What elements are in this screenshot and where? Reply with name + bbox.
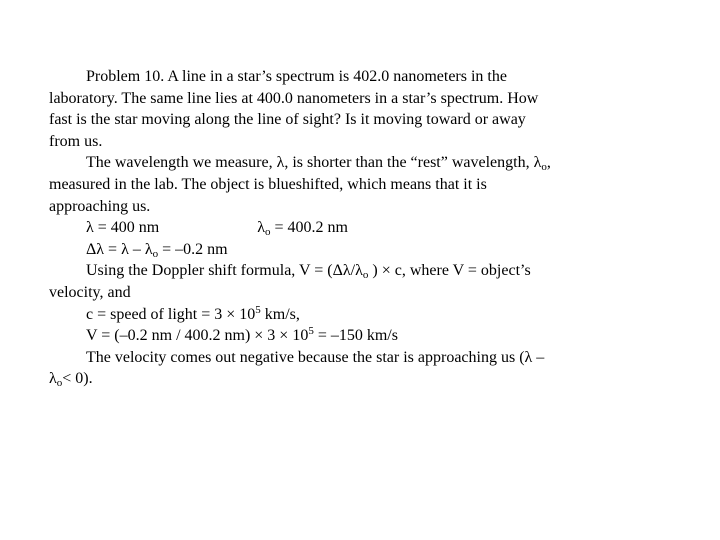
explanation-line-2: measured in the lab. The object is blueshifted, which means that it is bbox=[49, 175, 487, 193]
conclusion-line-2 bbox=[49, 368, 609, 390]
explanation-text: , bbox=[546, 154, 551, 172]
doppler-text: Using the Doppler shift formula, V = (Δλ/λ bbox=[86, 262, 363, 280]
conclusion-text: < 0). bbox=[62, 370, 93, 388]
explanation-text: The wavelength we measure, λ, is shorter than the “rest” wavelength, λ bbox=[86, 154, 542, 172]
explanation-line-1 bbox=[49, 152, 609, 174]
doppler-line-1 bbox=[49, 260, 609, 282]
delta-lambda-line bbox=[49, 239, 609, 261]
lambda-symbol: λ bbox=[49, 370, 57, 388]
speed-of-light-text: c = speed of light = 3 × 10 bbox=[86, 305, 256, 323]
exponent: 5 bbox=[255, 303, 261, 316]
subscript-o: o bbox=[56, 377, 63, 390]
problem-line-3: fast is the star moving along the line of sight? Is it moving toward or away bbox=[49, 111, 526, 129]
speed-of-light-line bbox=[49, 304, 609, 326]
problem-line-1: Problem 10. A line in a star’s spectrum is 402.0 nanometers in the bbox=[86, 68, 507, 85]
subscript-o: o bbox=[265, 226, 271, 239]
lambda-values-line bbox=[49, 217, 609, 239]
doppler-text: ) × c, where V = object’s bbox=[368, 262, 531, 280]
problem-line-4: from us. bbox=[49, 132, 103, 150]
problem-text-block bbox=[49, 66, 609, 390]
lambda-symbol: λ bbox=[257, 219, 265, 237]
velocity-calculation-line bbox=[49, 325, 609, 347]
exponent: 5 bbox=[308, 325, 314, 338]
delta-lambda-value: = –0.2 nm bbox=[158, 240, 228, 258]
conclusion-line-1: The velocity comes out negative because the star is approaching us (λ – bbox=[86, 348, 545, 366]
problem-line-2: laboratory. The same line lies at 400.0 nanometers in a star’s spectrum. How bbox=[49, 89, 539, 107]
delta-lambda-equation: Δλ = λ – λ bbox=[86, 240, 153, 258]
speed-of-light-unit: km/s, bbox=[260, 305, 300, 323]
lambda0-equation: = 400.2 nm bbox=[270, 219, 348, 237]
subscript-o: o bbox=[362, 269, 369, 282]
velocity-result: = –150 km/s bbox=[313, 327, 398, 345]
lambda-equation: λ = 400 nm bbox=[86, 219, 160, 237]
subscript-o: o bbox=[152, 247, 159, 260]
explanation-line-3: approaching us. bbox=[49, 197, 151, 215]
subscript-o: o bbox=[541, 161, 547, 174]
doppler-line-2: velocity, and bbox=[49, 283, 131, 301]
velocity-calc-text: V = (–0.2 nm / 400.2 nm) × 3 × 10 bbox=[86, 327, 309, 345]
